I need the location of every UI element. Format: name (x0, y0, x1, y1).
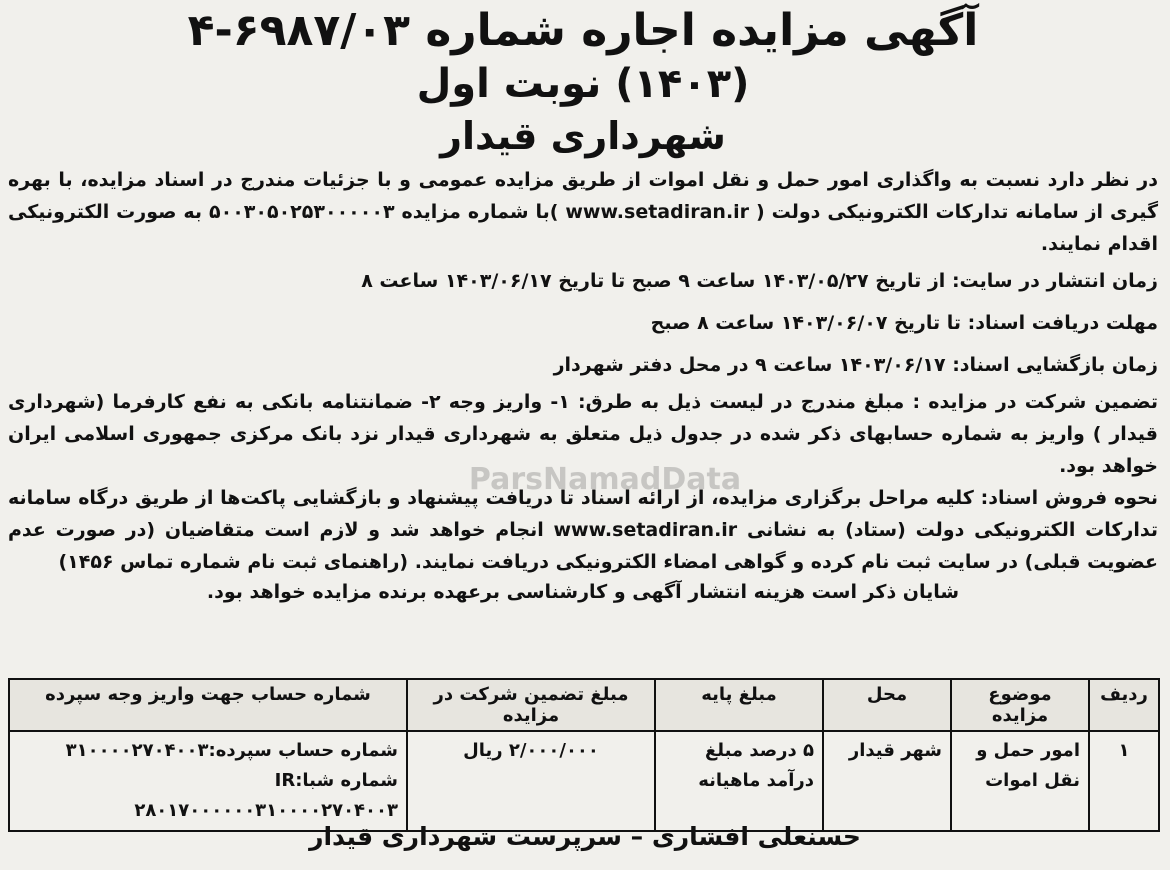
table-header-row (9, 679, 1159, 731)
cell-subject: امور حمل و نقل اموات (951, 731, 1089, 831)
cell-row-number: ۱ (1089, 731, 1159, 831)
sale-label: نحوه فروش اسناد: (980, 487, 1158, 510)
notice-title: آگهی مزایده اجاره شماره ۶۹۸۷/۰۳-۴ (187, 5, 979, 56)
cell-location: شهر قیدار (823, 731, 951, 831)
sheba-number: شماره شبا:IR ۲۸۰۱۷۰۰۰۰۰۰۳۱۰۰۰۰۲۷۰۴۰۰۳ (134, 770, 398, 821)
opening-value: ۱۴۰۳/۰۶/۱۷ ساعت ۹ در محل دفتر شهردار (553, 354, 953, 377)
col-header-row-number: ردیف (1089, 679, 1159, 731)
intro-paragraph: در نظر دارد نسبت به واگذاری امور حمل و نقل اموات از طریق مزایده عمومی و با جزئیات مندرج در اسناد مزایده، با بهره گیری از سامانه تدارکات الکترونیکی دولت ( www.setadiran.ir )با شماره مزایده ۵۰۰۳۰۵۰۲۵۳۰۰۰۰۰۳ به صورت الکترونیکی اقدام نمایند. (8, 169, 1158, 256)
guarantee-text: مبلغ مندرج در لیست ذیل به طرق: ۱- واریز وجه ۲- ضمانتنامه بانکی به نفع کارفرما (شهرداری قیدار ) واریز به شماره حسابهای ذکر شده در جدول ذیل متعلق به شهرداری قیدار نزد بانک مرکزی جمهوری اسلامی ایران خواهد بود. (8, 391, 1158, 478)
opening-time (8, 344, 1158, 386)
watermark: ParsNamadData (468, 462, 742, 497)
account-number: شماره حساب سپرده:۳۱۰۰۰۰۲۷۰۴۰۰۳ (65, 740, 398, 761)
guarantee-paragraph (8, 386, 1158, 482)
document-deadline (8, 302, 1158, 344)
table-row (9, 731, 1159, 831)
sale-text: کلیه مراحل برگزاری مزایده، از ارائه اسناد تا دریافت پیشنهاد و بازگشایی پاکت‌ها از طریق درگاه سامانه تدارکات الکترونیکی دولت (ستاد) به نشانی www.setadiran.ir انجام خواهد شد و لازم است متقاضیان (در صورت عدم عضویت قبلی) در سایت ثبت نام کرده و گواهی امضاء الکترونیکی دریافت نمایند. (راهنمای ثبت نام شماره تماس ۱۴۵۶) (8, 487, 1158, 574)
auction-table (8, 678, 1160, 832)
notice-round: (۱۴۰۳) نوبت اول (416, 60, 750, 107)
cell-account (9, 731, 407, 831)
col-header-subject: موضوع مزایده (951, 679, 1089, 731)
publish-time (8, 260, 1158, 302)
guarantee-label: تضمین شرکت در مزایده : (912, 391, 1158, 414)
publish-value: از تاریخ ۱۴۰۳/۰۵/۲۷ ساعت ۹ صبح تا تاریخ ۱۴۰۳/۰۶/۱۷ ساعت ۸ (361, 270, 952, 293)
cell-base-price: ۵ درصد مبلغ درآمد ماهیانه (655, 731, 823, 831)
deadline-label: مهلت دریافت اسناد: (967, 312, 1158, 335)
cell-guarantee: ۲/۰۰۰/۰۰۰ ریال (407, 731, 655, 831)
col-header-guarantee: مبلغ تضمین شرکت در مزایده (407, 679, 655, 731)
sale-paragraph (8, 482, 1158, 578)
col-header-base-price: مبلغ پایه (655, 679, 823, 731)
col-header-account: شماره حساب جهت واریز وجه سپرده (9, 679, 407, 731)
signature: حسنعلی افشاری – سرپرست شهرداری قیدار (309, 822, 861, 851)
publish-label: زمان انتشار در سایت: (951, 270, 1158, 293)
deadline-value: تا تاریخ ۱۴۰۳/۰۶/۰۷ ساعت ۸ صبح (650, 312, 968, 335)
organization-name: شهرداری قیدار (440, 113, 726, 158)
col-header-location: محل (823, 679, 951, 731)
opening-label: زمان بازگشایی اسناد: (952, 354, 1158, 377)
cost-note: شایان ذکر است هزینه انتشار آگهی و کارشناسی برعهده برنده مزایده خواهد بود. (206, 581, 960, 604)
